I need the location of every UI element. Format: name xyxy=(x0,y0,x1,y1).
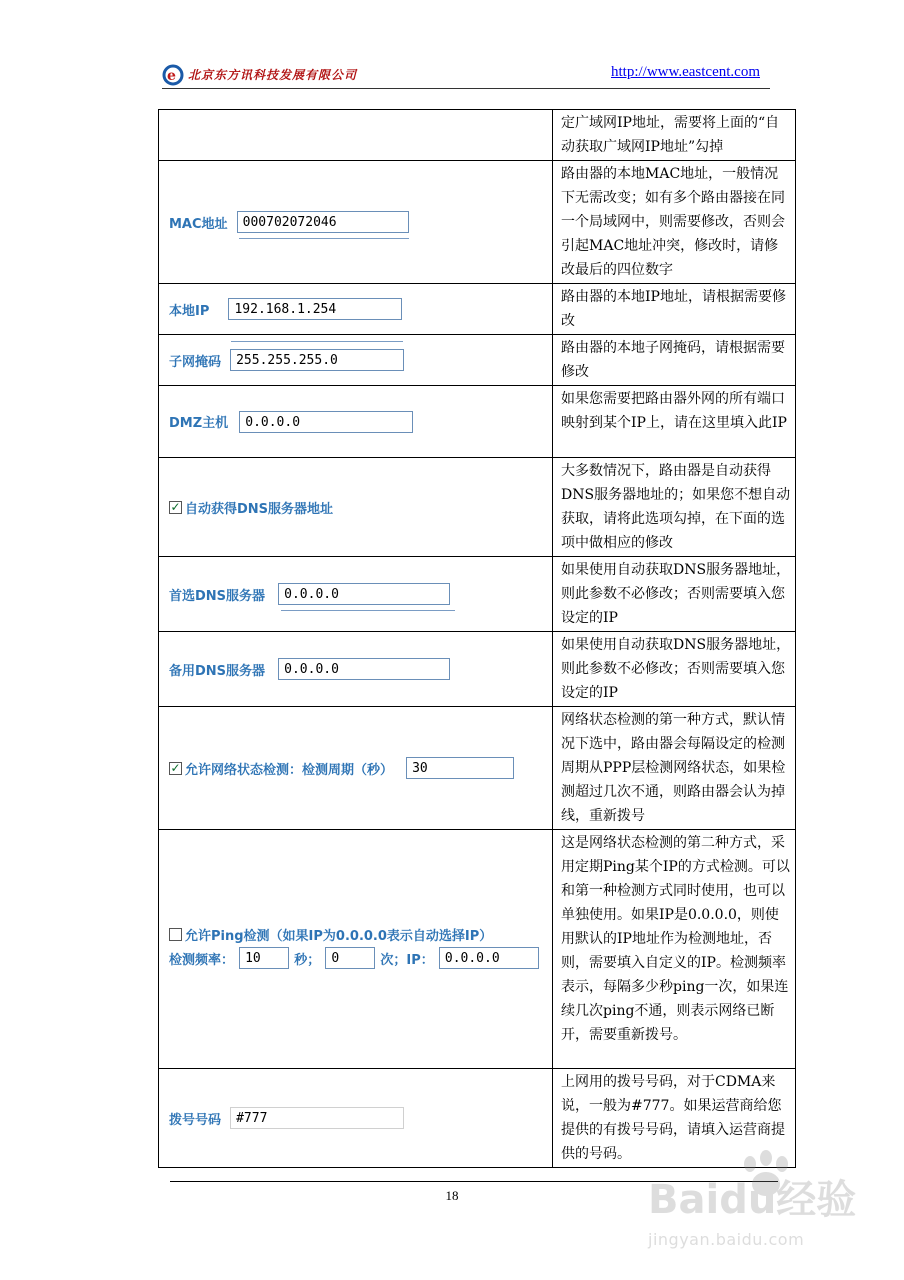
ping-count-input[interactable]: 0 xyxy=(325,947,375,969)
ping-seconds-label: 秒； xyxy=(294,952,321,968)
row-description: 这是网络状态检测的第二种方式，采用定期Ping某个IP的方式检测。可以和第一种检测方式同时使用，也可以单独使用。如果IP是0.0.0.0，则使用默认的IP地址作为检测地址，否则，需要填入自定义的IP。检测频率表示，每隔多少秒ping一次，如果连续几次ping不通，则表示网络已断开，需要重新拨号。 xyxy=(553,830,796,1069)
table-row xyxy=(159,707,796,830)
auto-dns-checkbox[interactable]: ✓ xyxy=(170,500,181,514)
row-description: 路由器的本地MAC地址，一般情况下无需改变；如有多个路由器接在同一个局域网中，则需要修改，否则会引起MAC地址冲突，修改时，请修改最后的四位数字 xyxy=(553,161,796,284)
auto-dns-label: 自动获得DNS服务器地址 xyxy=(185,502,334,517)
table-row xyxy=(159,458,796,557)
primary-dns-input[interactable]: 0.0.0.0 xyxy=(278,583,450,605)
ping-detect-label: 允许Ping检测（如果IP为0.0.0.0表示自动选择IP） xyxy=(185,929,493,944)
company-logo-icon xyxy=(162,64,184,86)
ping-count-ip-label: 次；IP： xyxy=(380,952,434,968)
net-status-detect-checkbox[interactable]: ✓ xyxy=(170,760,181,775)
local-ip-label: 本地IP xyxy=(169,303,210,319)
dial-number-input[interactable]: #777 xyxy=(230,1107,404,1129)
company-url-link[interactable]: http://www.eastcent.com xyxy=(611,64,760,80)
company-name: 北京东方讯科技发展有限公司 xyxy=(188,68,358,82)
table-row xyxy=(159,110,796,161)
subnet-mask-input[interactable]: 255.255.255.0 xyxy=(230,349,404,371)
page-header xyxy=(162,62,770,88)
primary-dns-label: 首选DNS服务器 xyxy=(169,588,266,604)
watermark-site: jingyan.baidu.com xyxy=(648,1230,805,1249)
header-divider xyxy=(162,88,770,89)
ping-ip-input[interactable]: 0.0.0.0 xyxy=(439,947,539,969)
table-row xyxy=(159,557,796,632)
detect-period-input[interactable]: 30 xyxy=(406,757,514,779)
ping-frequency-label: 检测频率： xyxy=(169,952,235,968)
dial-number-label: 拨号号码 xyxy=(169,1112,222,1128)
ping-detect-checkbox[interactable] xyxy=(169,928,182,941)
secondary-dns-input[interactable]: 0.0.0.0 xyxy=(278,658,450,680)
row-description: 如果使用自动获取DNS服务器地址，则此参数不必修改；否则需要填入您设定的IP xyxy=(553,632,796,707)
table-row xyxy=(159,386,796,458)
table-row xyxy=(159,161,796,284)
mac-address-label: MAC地址 xyxy=(169,216,228,232)
table-row xyxy=(159,632,796,707)
settings-table xyxy=(158,109,796,1168)
row-description: 定广域网IP地址，需要将上面的“自动获取广域网IP地址”勾掉 xyxy=(553,110,796,161)
subnet-mask-label: 子网掩码 xyxy=(169,354,222,370)
watermark-brand: Baidu经验 xyxy=(648,1177,857,1223)
svg-text:e: e xyxy=(167,68,176,84)
mac-address-input[interactable]: 000702072046 xyxy=(237,211,409,233)
row-description: 大多数情况下，路由器是自动获得DNS服务器地址的；如果您不想自动获取，请将此选项勾掉，在下面的选项中做相应的修改 xyxy=(553,458,796,557)
row-description: 路由器的本地子网掩码，请根据需要修改 xyxy=(553,335,796,386)
table-row xyxy=(159,335,796,386)
dmz-host-label: DMZ主机 xyxy=(169,416,229,431)
local-ip-input[interactable]: 192.168.1.254 xyxy=(228,298,402,320)
table-row xyxy=(159,830,796,1069)
net-status-detect-label: 允许网络状态检测：检测周期（秒） xyxy=(185,762,394,778)
row-description: 如果使用自动获取DNS服务器地址，则此参数不必修改；否则需要填入您设定的IP xyxy=(553,557,796,632)
secondary-dns-label: 备用DNS服务器 xyxy=(169,663,266,679)
page-number: 18 xyxy=(445,1188,459,1203)
dmz-host-input[interactable]: 0.0.0.0 xyxy=(239,411,413,433)
ping-frequency-input[interactable]: 10 xyxy=(239,947,289,969)
baidu-jingyan-watermark xyxy=(640,1150,890,1270)
row-description: 网络状态检测的第一种方式，默认情况下选中，路由器会每隔设定的检测周期从PPP层检测网络状态，如果检测超过几次不通，则路由器会认为掉线，重新拨号 xyxy=(553,707,796,830)
table-row xyxy=(159,284,796,335)
row-description: 上网用的拨号号码，对于CDMA来说，一般为#777。如果运营商给您提供的有拨号号码，请填入运营商提供的号码。 xyxy=(553,1069,796,1168)
row-description: 路由器的本地IP地址，请根据需要修改 xyxy=(553,284,796,335)
row-description: 如果您需要把路由器外网的所有端口映射到某个IP上，请在这里填入此IP xyxy=(553,386,796,458)
